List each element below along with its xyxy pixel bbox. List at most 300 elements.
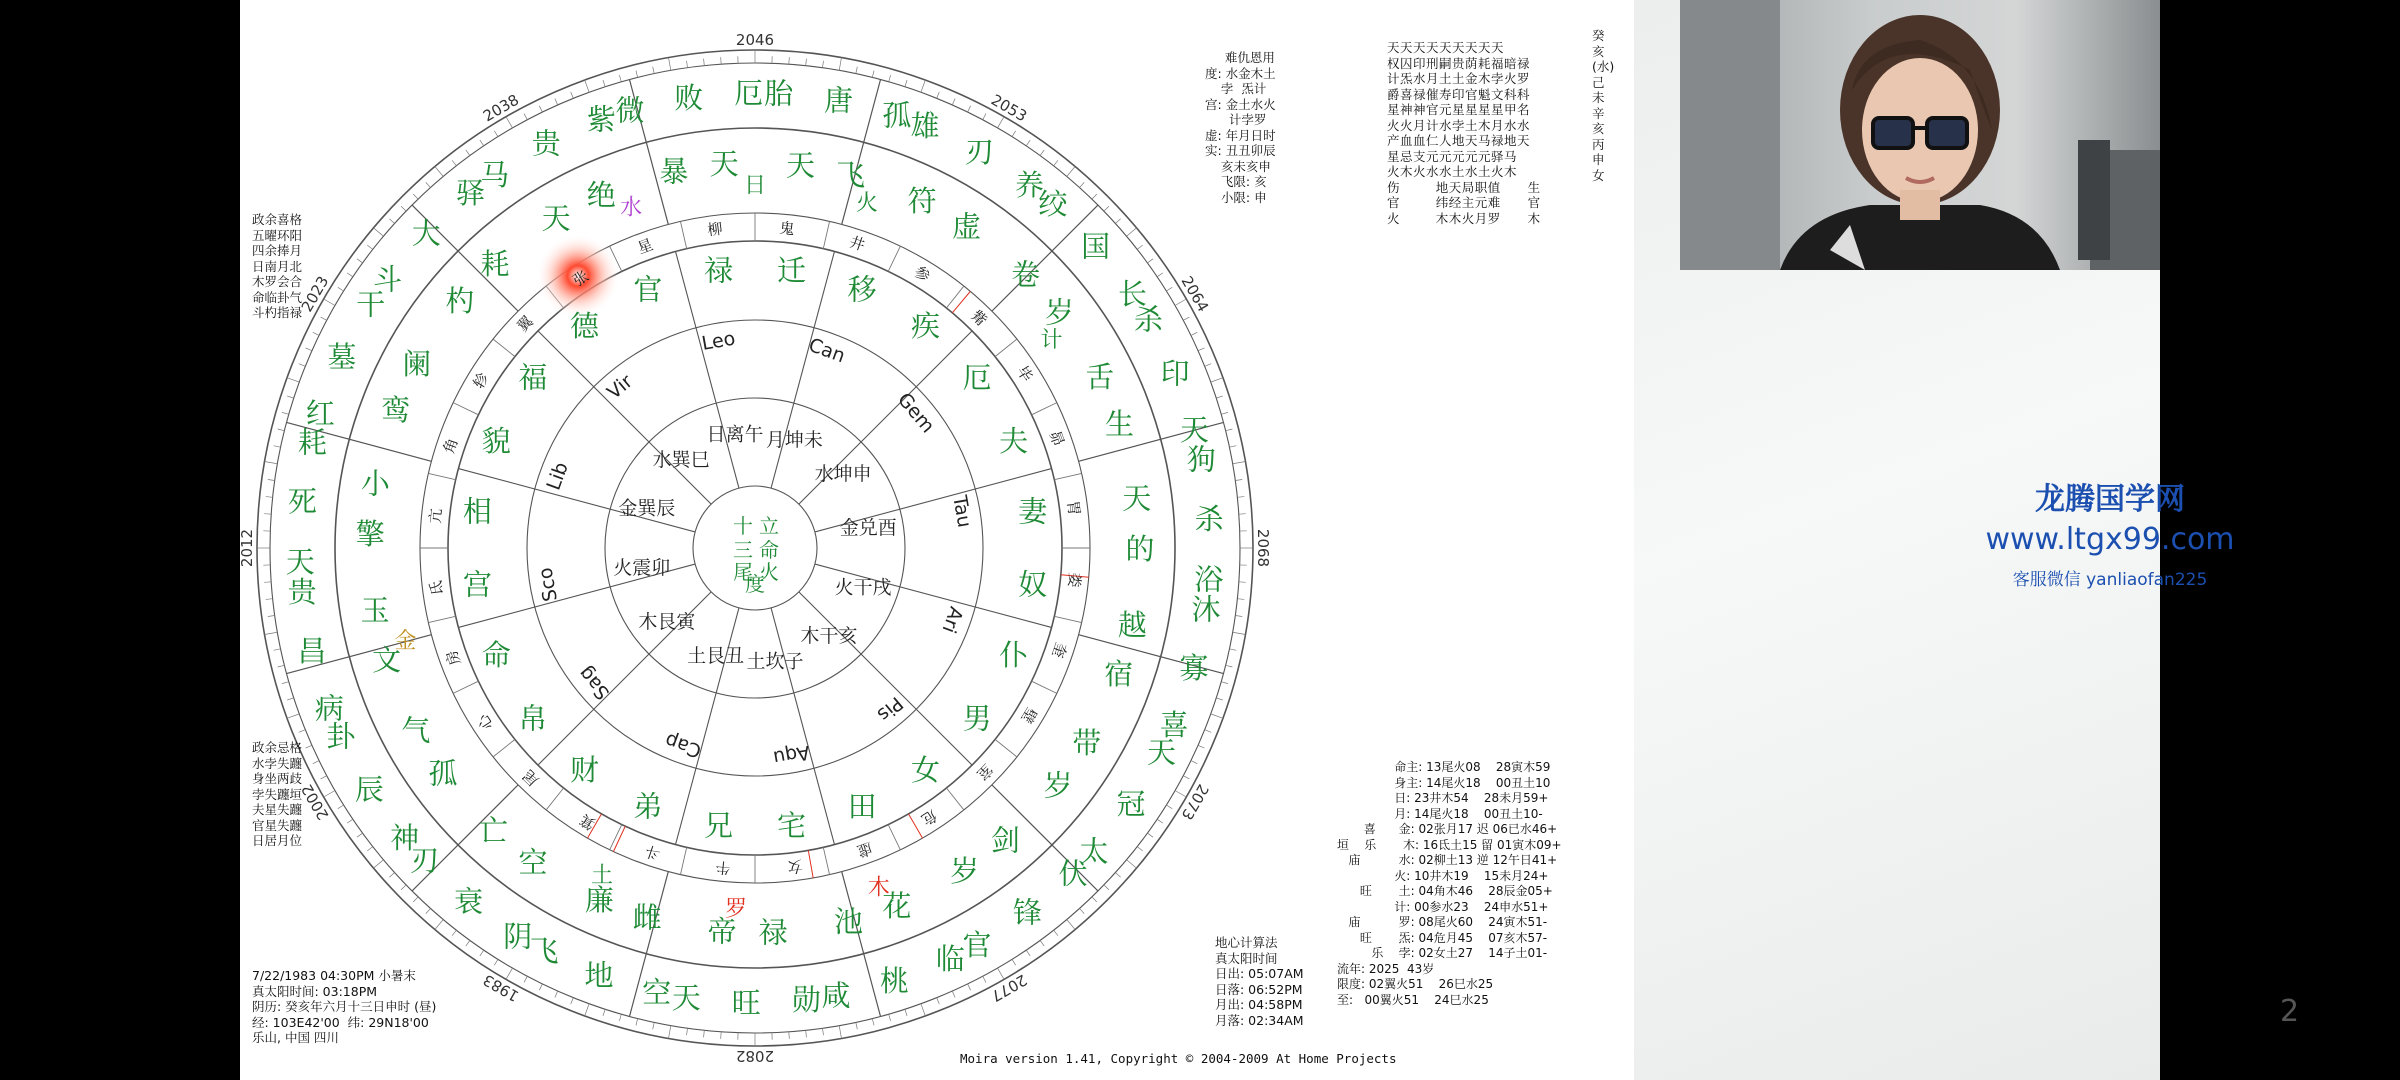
- outer-star-char: 天: [709, 147, 739, 182]
- outer-star-char: 大: [411, 216, 441, 251]
- ring-planet-glyph: 火: [855, 191, 878, 217]
- degree-tick: [937, 92, 940, 98]
- degree-tick: [357, 833, 363, 837]
- mansion-divider: [995, 739, 1017, 756]
- text-line: 辛: [1592, 105, 1605, 121]
- outer-star-char: 气: [401, 713, 431, 748]
- degree-tick: [1235, 480, 1242, 481]
- outer-star-char: 飞: [529, 934, 559, 969]
- degree-tick: [585, 80, 589, 92]
- degree-tick: [274, 649, 281, 650]
- degree-tick: [1198, 745, 1204, 748]
- outer-star-char: 辰: [354, 772, 384, 807]
- degree-tick: [1211, 378, 1223, 382]
- degree-tick: [1026, 950, 1030, 956]
- left-mid-notes: [252, 740, 302, 849]
- degree-tick: [466, 150, 470, 156]
- degree-tick: [266, 599, 273, 600]
- degree-tick: [539, 984, 542, 990]
- outer-star-char: 空: [518, 845, 548, 880]
- text-line: 实: 丑丑卯辰: [1205, 143, 1276, 158]
- degree-tick: [1054, 160, 1058, 166]
- outer-star-char: 刃: [964, 135, 994, 170]
- degree-tick: [1191, 761, 1197, 764]
- mansion-divider: [823, 847, 829, 874]
- outer-star-char: 斗: [373, 262, 403, 297]
- degree-tick: [983, 976, 986, 982]
- outer-star-char: 越: [1117, 607, 1147, 642]
- outer-star-char: 飞: [836, 158, 866, 193]
- degree-tick: [1147, 833, 1153, 837]
- degree-tick: [367, 245, 373, 249]
- copyright-notice: Moira version 1.41, Copyright © 2004-2009 At Home Projects: [960, 1051, 1397, 1066]
- text-line: 喜 金: 02张月17 迟 06已水46+: [1337, 822, 1558, 836]
- outer-star-char: 衰: [454, 884, 484, 919]
- outer-star-char: 卷: [1011, 257, 1041, 292]
- outer-star-char: 马: [480, 157, 510, 192]
- palace-name-char: 田: [847, 789, 877, 824]
- mansion-divider: [546, 788, 563, 810]
- degree-tick: [1115, 873, 1120, 878]
- outer-star-char: 岁: [1044, 295, 1074, 330]
- lunar-mansion: 柳: [706, 219, 724, 240]
- text-line: 孛 炁计: [1205, 81, 1267, 96]
- lunar-mansion: 危: [917, 806, 941, 830]
- degree-tick: [506, 117, 513, 128]
- degree-tick: [1198, 348, 1204, 351]
- palace-name-char: 厄: [962, 360, 992, 395]
- text-line: 亥: [1592, 43, 1605, 59]
- outer-star-char: 桃: [879, 964, 909, 999]
- text-line: 真太阳时间: [1215, 950, 1278, 966]
- degree-tick: [1104, 206, 1109, 211]
- text-line: 垣 乐 木: 16氐土15 留 01寅木09+: [1337, 837, 1562, 852]
- page-number: 2: [2280, 994, 2300, 1029]
- palace-name-char: 德: [570, 308, 600, 343]
- degree-tick: [856, 67, 857, 74]
- degree-tick: [998, 968, 1005, 979]
- degree-tick: [413, 897, 418, 902]
- outer-star-char: 长: [1117, 276, 1147, 311]
- degree-tick: [1092, 897, 1097, 902]
- degree-tick: [856, 1022, 857, 1029]
- degree-tick: [1226, 429, 1233, 431]
- text-line: 女: [1592, 167, 1605, 183]
- palace-name-char: 相: [462, 494, 492, 529]
- year-label: 2053: [987, 90, 1031, 126]
- text-line: 星忌支元元元元元驿马: [1387, 148, 1518, 164]
- lunar-mansion: 井: [847, 232, 868, 255]
- text-line: 水孛失躔: [252, 755, 303, 771]
- outer-star-char: 天: [1147, 735, 1177, 770]
- year-label: 2077: [987, 970, 1031, 1006]
- degree-tick: [401, 206, 406, 211]
- degree-tick: [1157, 273, 1163, 277]
- degree-tick: [1216, 396, 1223, 398]
- text-line: 伤 地天局职值 生: [1387, 179, 1541, 195]
- degree-tick: [839, 58, 841, 71]
- text-line: 夫星失躔: [252, 802, 303, 817]
- degree-tick: [452, 930, 456, 936]
- degree-tick: [524, 114, 527, 120]
- palace-name-char: 福: [518, 360, 548, 395]
- outer-star-char: 旺: [731, 985, 761, 1020]
- year-label: 2082: [735, 1047, 775, 1065]
- lunar-mansion: 觜: [967, 306, 991, 330]
- outer-star-char: 干: [356, 287, 386, 322]
- degree-tick: [278, 665, 285, 667]
- degree-tick: [287, 698, 294, 700]
- degree-tick: [1092, 194, 1097, 199]
- text-line: 月落: 02:34AM: [1215, 1012, 1304, 1028]
- text-line: 计: 00参水23 24申水51+: [1337, 899, 1549, 914]
- palace-name-char: 疾: [910, 308, 940, 343]
- text-line: 阴历: 癸亥年六月十三日申时 (昼): [252, 999, 437, 1014]
- degree-tick: [1115, 219, 1120, 224]
- text-line: 乐 孛: 02女土27 14子土01-: [1337, 946, 1548, 960]
- planet-positions: [1337, 760, 1562, 1008]
- text-line: 政余忌格: [252, 740, 303, 755]
- mansion-divider: [888, 246, 900, 271]
- text-line: 计炁水月土土金木孛火罗: [1387, 71, 1531, 86]
- degree-tick: [1104, 885, 1109, 890]
- degree-tick: [1235, 615, 1242, 616]
- text-line: 官星失躔: [252, 817, 303, 833]
- branch-palace: 火震卯: [613, 556, 671, 579]
- degree-tick: [1054, 930, 1058, 936]
- degree-tick: [839, 1026, 841, 1039]
- mansion-divider: [428, 473, 455, 479]
- degree-tick: [338, 805, 344, 809]
- star-table: [1387, 40, 1541, 226]
- degree-tick: [555, 991, 558, 997]
- text-line: 丙: [1592, 136, 1605, 152]
- degree-tick: [636, 1019, 638, 1026]
- palace-name-char: 仆: [999, 638, 1029, 673]
- outer-star-char: 带: [1072, 726, 1102, 761]
- text-line: 火木火水水土水土火木: [1387, 164, 1518, 179]
- zodiac-sign: Ari: [937, 603, 968, 636]
- text-line: 流年: 2025 43岁: [1337, 961, 1435, 976]
- mansion-divider: [680, 847, 686, 874]
- degree-tick: [687, 61, 688, 68]
- degree-tick: [452, 160, 456, 166]
- mansion-divider: [493, 739, 515, 756]
- center-char: 立: [759, 514, 779, 538]
- degree-tick: [968, 984, 971, 990]
- degree-tick: [435, 920, 443, 930]
- ring-planet-glyph: 木: [867, 875, 890, 901]
- degree-tick: [265, 632, 278, 634]
- outer-star-char: 厄: [734, 76, 764, 111]
- text-line: 日落: 06:52PM: [1215, 981, 1303, 997]
- outer-star-char: 胎: [764, 76, 794, 111]
- outer-star-char: 小: [360, 466, 390, 501]
- outer-star-char: 卦: [326, 719, 356, 754]
- text-line: 身主: 14尾火18 00丑土10: [1337, 775, 1551, 790]
- outer-star-char: 耗: [297, 425, 327, 460]
- outer-star-char: 天: [786, 148, 816, 183]
- degree-tick: [968, 106, 971, 112]
- year-pillars: [1592, 28, 1614, 183]
- outer-star-char: 杀: [1194, 502, 1224, 537]
- degree-tick: [266, 497, 273, 498]
- text-line: 火 木木火月罗 木: [1387, 210, 1541, 226]
- text-line: 斗杓指禄: [252, 305, 303, 320]
- outer-star-char: 沐: [1191, 592, 1221, 627]
- year-label: 1983: [479, 970, 523, 1006]
- degree-table: [1205, 50, 1276, 205]
- degree-tick: [571, 998, 574, 1004]
- degree-tick: [905, 80, 907, 87]
- degree-tick: [937, 998, 940, 1004]
- outer-star-char: 禄: [758, 915, 788, 950]
- center-char: 命: [759, 538, 779, 562]
- outer-star-char: 绝: [586, 178, 616, 213]
- zodiac-sign: Aqu: [771, 740, 812, 769]
- lunar-mansion: 氐: [426, 579, 447, 597]
- degree-tick: [1237, 599, 1244, 600]
- degree-tick: [426, 182, 431, 187]
- year-label: 2012: [238, 528, 256, 568]
- degree-tick: [1191, 332, 1197, 335]
- outer-star-char: 国: [1081, 229, 1111, 264]
- outer-star-char: 红: [305, 396, 335, 431]
- lunar-mansion: 昴: [1045, 428, 1068, 449]
- degree-tick: [338, 287, 344, 291]
- text-line: 亥未亥申: [1205, 158, 1271, 174]
- degree-tick: [603, 80, 605, 87]
- degree-tick: [1137, 847, 1143, 851]
- text-line: 爵喜禄催寿印官魁文科科: [1387, 86, 1531, 102]
- degree-tick: [1026, 140, 1030, 146]
- degree-tick: [435, 167, 443, 177]
- lunar-mansion: 娄: [1064, 571, 1085, 589]
- degree-tick: [268, 480, 275, 481]
- webcam-video: [1680, 0, 2160, 270]
- mansion-divider: [946, 788, 963, 810]
- outer-star-char: 的: [1125, 532, 1155, 567]
- outer-star-char: 池: [833, 904, 863, 939]
- outer-star-char: 雄: [910, 108, 940, 143]
- outer-star-char: 剑: [990, 823, 1020, 858]
- lunar-mansion: 尾: [519, 766, 543, 790]
- degree-tick: [1137, 245, 1143, 249]
- outer-star-char: 官: [962, 928, 992, 963]
- degree-tick: [357, 259, 363, 263]
- birth-info: [252, 968, 436, 1046]
- degree-tick: [1216, 698, 1223, 700]
- zodiac-sign: Leo: [700, 327, 737, 355]
- outer-star-char: 暴: [659, 154, 689, 189]
- outer-star-char: 墓: [327, 340, 357, 375]
- degree-tick: [921, 1004, 925, 1016]
- degree-tick: [480, 140, 484, 146]
- branch-palace: 月坤未: [765, 428, 823, 451]
- center-char: 尾: [733, 560, 753, 584]
- outer-star-char: 孤: [882, 98, 912, 133]
- degree-tick: [1166, 287, 1172, 291]
- degree-tick: [1012, 131, 1016, 137]
- degree-tick: [1183, 317, 1189, 320]
- outer-star-char: 杀: [1133, 302, 1163, 337]
- palace-name-char: 妻: [1018, 494, 1048, 529]
- outer-star-char: 养: [1014, 168, 1045, 203]
- watermark-title: 龙腾国学网: [2035, 482, 2185, 517]
- zodiac-sign: Pis: [872, 692, 908, 726]
- wheel-ring: [257, 50, 1253, 1046]
- degree-tick: [653, 67, 654, 74]
- degree-tick: [585, 1004, 589, 1016]
- degree-tick: [889, 1014, 891, 1021]
- degree-tick: [1067, 920, 1075, 930]
- palace-name-char: 弟: [633, 789, 663, 824]
- degree-tick: [653, 1022, 654, 1029]
- degree-tick: [555, 99, 558, 105]
- palace-name-char: 禄: [703, 253, 733, 288]
- zodiac-sign: Vir: [603, 370, 637, 404]
- text-line: 火: 10井木19 15未月24+: [1337, 868, 1549, 883]
- year-label: 2073: [1177, 780, 1213, 824]
- outer-star-char: 虚: [951, 209, 981, 244]
- degree-tick: [287, 396, 294, 398]
- degree-tick: [998, 117, 1005, 128]
- degree-tick: [282, 412, 289, 414]
- wheel-ring: [420, 213, 1090, 883]
- outer-star-char: 阑: [402, 346, 432, 381]
- text-line: 7/22/1983 04:30PM 小暑末: [252, 968, 416, 983]
- ring-planet-glyph: 计: [1040, 327, 1063, 353]
- outer-star-char: 微: [615, 93, 645, 128]
- outer-star-char: 擎: [355, 517, 385, 552]
- degree-tick: [374, 860, 384, 868]
- center-char: 度: [745, 572, 765, 596]
- lunar-mansion: 参: [911, 262, 934, 286]
- year-label: 2038: [479, 90, 523, 126]
- zodiac-sign: Sco: [534, 565, 562, 604]
- degree-tick: [872, 71, 874, 78]
- outer-star-char: 昌: [297, 634, 327, 669]
- degree-tick: [287, 378, 299, 382]
- degree-tick: [1175, 299, 1186, 306]
- text-line: 至: 00翼火51 24巳水25: [1337, 992, 1489, 1007]
- outer-star-char: 唐: [824, 83, 854, 118]
- aspect-marker: [952, 291, 970, 312]
- degree-tick: [1040, 150, 1044, 156]
- degree-tick: [822, 1028, 823, 1035]
- text-line: 日居月位: [252, 833, 303, 848]
- degree-tick: [1229, 649, 1236, 650]
- text-line: 经: 103E42'00 纬: 29N18'00: [252, 1014, 429, 1030]
- branch-palace: 火干戌: [834, 576, 892, 599]
- outer-star-char: 伏: [1058, 856, 1088, 891]
- degree-tick: [806, 1030, 807, 1037]
- mansion-divider: [453, 403, 478, 415]
- lunar-mansion: 亢: [425, 507, 446, 525]
- text-line: 五曜环阳: [252, 227, 303, 243]
- degree-tick: [347, 273, 353, 277]
- palace-name-char: 宫: [462, 567, 492, 602]
- outer-star-char: 喜: [1159, 708, 1189, 743]
- degree-tick: [306, 745, 312, 748]
- lunar-mansion: 心: [473, 710, 497, 734]
- palace-name-char: 命: [481, 638, 511, 673]
- outer-star-char: 空: [642, 975, 672, 1010]
- text-line: 庙 罗: 08尾火60 24寅木51-: [1337, 915, 1548, 929]
- text-line: 飞限: 亥: [1205, 174, 1267, 189]
- text-line: 权囚印刑嗣贵荫耗福暗禄: [1387, 55, 1531, 71]
- degree-tick: [1211, 714, 1223, 718]
- outer-star-char: 天: [541, 201, 571, 236]
- mansion-divider: [428, 616, 455, 622]
- palace-name-char: 男: [962, 701, 992, 736]
- year-label: 2046: [735, 31, 775, 49]
- mansion-divider: [946, 286, 963, 308]
- text-line: 度: 水金木土: [1205, 65, 1276, 81]
- text-line: 月: 14尾火18 00丑土10-: [1337, 806, 1543, 821]
- outer-star-char: 刃: [410, 843, 440, 878]
- degree-tick: [324, 791, 335, 798]
- ring-planet-glyph: 罗: [725, 897, 748, 923]
- degree-tick: [687, 1028, 688, 1035]
- degree-tick: [952, 99, 955, 105]
- degree-tick: [889, 75, 891, 82]
- outer-star-char: 雌: [632, 900, 662, 935]
- degree-tick: [494, 131, 498, 137]
- lunar-mansion: 毕: [1013, 362, 1037, 386]
- degree-tick: [306, 348, 312, 351]
- text-line: 日出: 05:07AM: [1215, 966, 1304, 981]
- palace-name-char: 女: [910, 753, 940, 788]
- outer-star-char: 地: [584, 958, 614, 993]
- branch-palace: 金巽辰: [618, 497, 676, 520]
- text-line: 己: [1592, 74, 1605, 90]
- lunar-mansion: 角: [439, 435, 462, 456]
- text-line: 身坐两歧: [252, 771, 303, 786]
- text-line: 亥: [1592, 121, 1605, 136]
- degree-tick: [324, 299, 335, 306]
- center-char: 三: [733, 538, 753, 562]
- text-line: 难仇恩用: [1205, 50, 1275, 65]
- outer-star-char: 杓: [445, 283, 475, 318]
- degree-tick: [619, 1014, 621, 1021]
- degree-tick: [494, 959, 498, 965]
- center-char: 火: [759, 560, 779, 584]
- degree-tick: [1175, 791, 1186, 798]
- outer-star-char: 冠: [1116, 787, 1146, 822]
- outer-star-char: 败: [674, 80, 704, 115]
- degree-tick: [1080, 908, 1085, 913]
- ring-planet-glyph: 金: [394, 629, 417, 655]
- year-label: 2002: [297, 780, 333, 824]
- degree-tick: [389, 219, 394, 224]
- degree-tick: [321, 776, 327, 779]
- outer-star-char: 天: [1122, 481, 1152, 516]
- degree-tick: [426, 908, 431, 913]
- mansion-divider: [1054, 616, 1081, 622]
- degree-tick: [1157, 819, 1163, 823]
- degree-tick: [524, 976, 527, 982]
- degree-tick: [1205, 364, 1211, 367]
- palace-name-char: 奴: [1018, 567, 1048, 602]
- degree-tick: [1127, 228, 1137, 236]
- mansion-divider: [453, 681, 478, 693]
- degree-tick: [506, 968, 513, 979]
- text-line: 日: 23井木54 28未月59+: [1337, 791, 1549, 805]
- lunar-mansion: 轸: [469, 369, 493, 392]
- text-line: 四余捧月: [252, 243, 303, 258]
- branch-palace: 水巽巳: [652, 448, 710, 471]
